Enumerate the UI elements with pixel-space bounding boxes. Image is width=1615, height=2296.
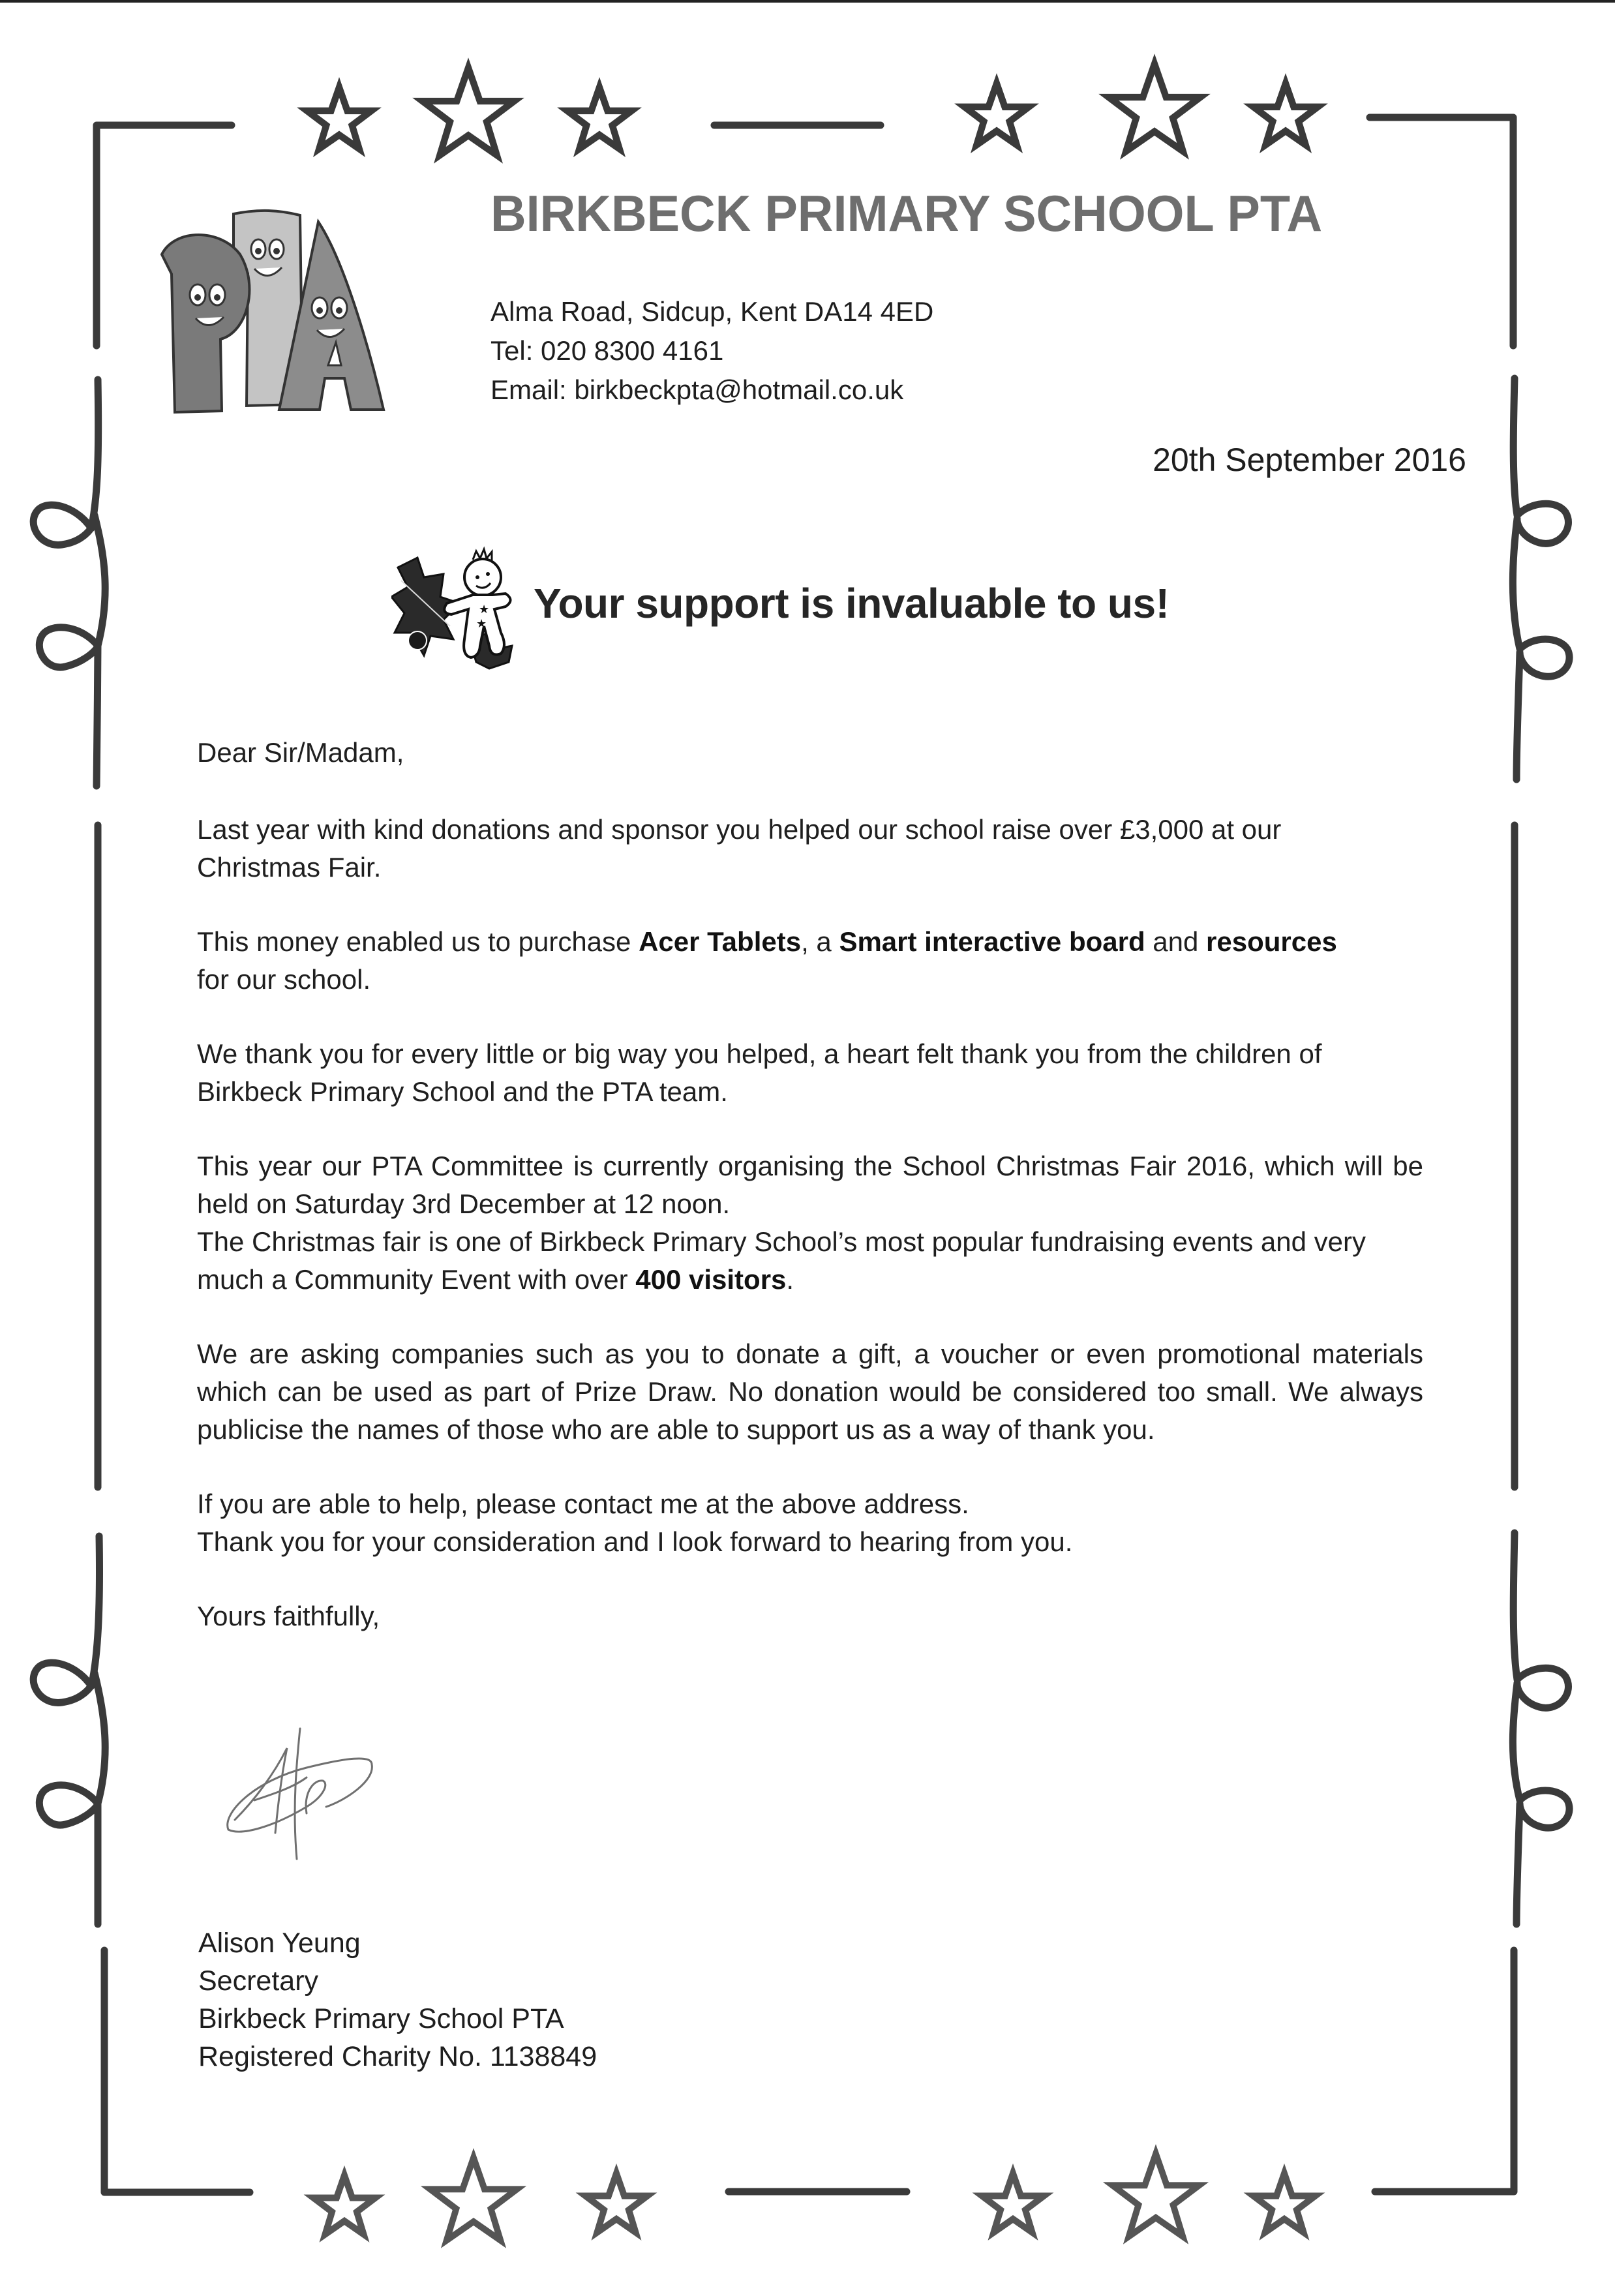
pta-logo	[149, 202, 429, 417]
star-icon	[430, 2158, 517, 2241]
star-icon	[567, 87, 632, 149]
signatory-organization: Birkbeck Primary School PTA	[198, 2003, 564, 2034]
paragraph-fundraising: Last year with kind donations and sponsor you helped our school raise over £3,000 at our Christmas Fair.	[197, 814, 1282, 883]
paragraph-donation-request: We are asking companies such as you to donate a gift, a voucher or even promotional materials which can be used as part of Prize Draw. No donation would be considered too small. We always publicise the names of those who are able to support us as a way of thank you.	[197, 1338, 1423, 1445]
svg-text:★: ★	[479, 603, 490, 616]
highlight-smart-board: Smart interactive board	[839, 926, 1145, 957]
paragraph-christmas-fair-date: This year our PTA Committee is currently organising the School Christmas Fair 2016, which will be held on Saturday 3rd December at 12 noon.	[197, 1151, 1423, 1219]
closing: Yours faithfully,	[197, 1601, 380, 1631]
letter-body	[197, 734, 1423, 1635]
logo-letters-text: PTA	[149, 202, 150, 203]
banner-headline: Your support is invaluable to us!	[534, 580, 1170, 627]
salutation: Dear Sir/Madam,	[197, 737, 404, 768]
letter-date: 20th September 2016	[1153, 442, 1466, 478]
contact-block	[491, 292, 933, 410]
logo-letter-p	[162, 235, 249, 412]
star-icon	[314, 2175, 376, 2235]
border-right-curl-upper	[1513, 378, 1569, 779]
highlight-acer-tablets: Acer Tablets	[639, 926, 802, 957]
gingerbread-holly-icon	[391, 541, 541, 672]
signoff-block	[198, 1924, 597, 2076]
organization-title: BIRKBECK PRIMARY SCHOOL PTA	[491, 185, 1323, 242]
border-left-curl-upper	[33, 380, 105, 786]
svg-text:★: ★	[476, 617, 487, 630]
telephone: Tel: 020 8300 4161	[491, 335, 724, 366]
signatory-role: Secretary	[198, 1965, 319, 1997]
border-bottom-right-corner	[1375, 1950, 1514, 2192]
star-icon	[1254, 2173, 1316, 2233]
paragraph-purchases: This money enabled us to purchase Acer Tablets, a Smart interactive board and resources for our school.	[197, 926, 1337, 995]
highlight-visitors: 400 visitors	[635, 1264, 787, 1295]
paragraph-christmas-fair-popularity: The Christmas fair is one of Birkbeck Primary School’s most popular fundraising events and very much a Community Event with over 400 visitors.	[197, 1226, 1366, 1295]
charity-number: Registered Charity No. 1138849	[198, 2041, 597, 2072]
address: Alma Road, Sidcup, Kent DA14 4ED	[491, 296, 934, 327]
star-icon	[423, 68, 515, 155]
star-icon	[307, 87, 372, 149]
highlight-resources: resources	[1206, 926, 1337, 957]
star-icon	[982, 2173, 1044, 2233]
signature-icon	[215, 1722, 444, 1879]
signature-label: handwritten-signature	[215, 1722, 222, 1723]
paragraph-closing-thanks: Thank you for your consideration and I look forward to hearing from you.	[197, 1526, 1073, 1557]
star-icon	[965, 83, 1029, 145]
email: Email: birkbeckpta@hotmail.co.uk	[491, 374, 904, 405]
paragraph-thanks: We thank you for every little or big way you helped, a heart felt thank you from the children of Birkbeck Primary School and the PTA team.	[197, 1038, 1322, 1107]
paragraph-contact: If you are able to help, please contact me at the above address.	[197, 1488, 969, 1519]
star-icon	[1113, 2154, 1200, 2237]
border-right-curl-lower	[1513, 1533, 1569, 1924]
signatory-name: Alison Yeung	[198, 1927, 361, 1959]
star-icon	[586, 2173, 648, 2233]
border-top-right-corner	[1370, 117, 1513, 346]
star-icon	[1109, 64, 1201, 151]
star-icon	[1254, 83, 1318, 145]
border-left-curl-lower	[33, 1536, 105, 1924]
